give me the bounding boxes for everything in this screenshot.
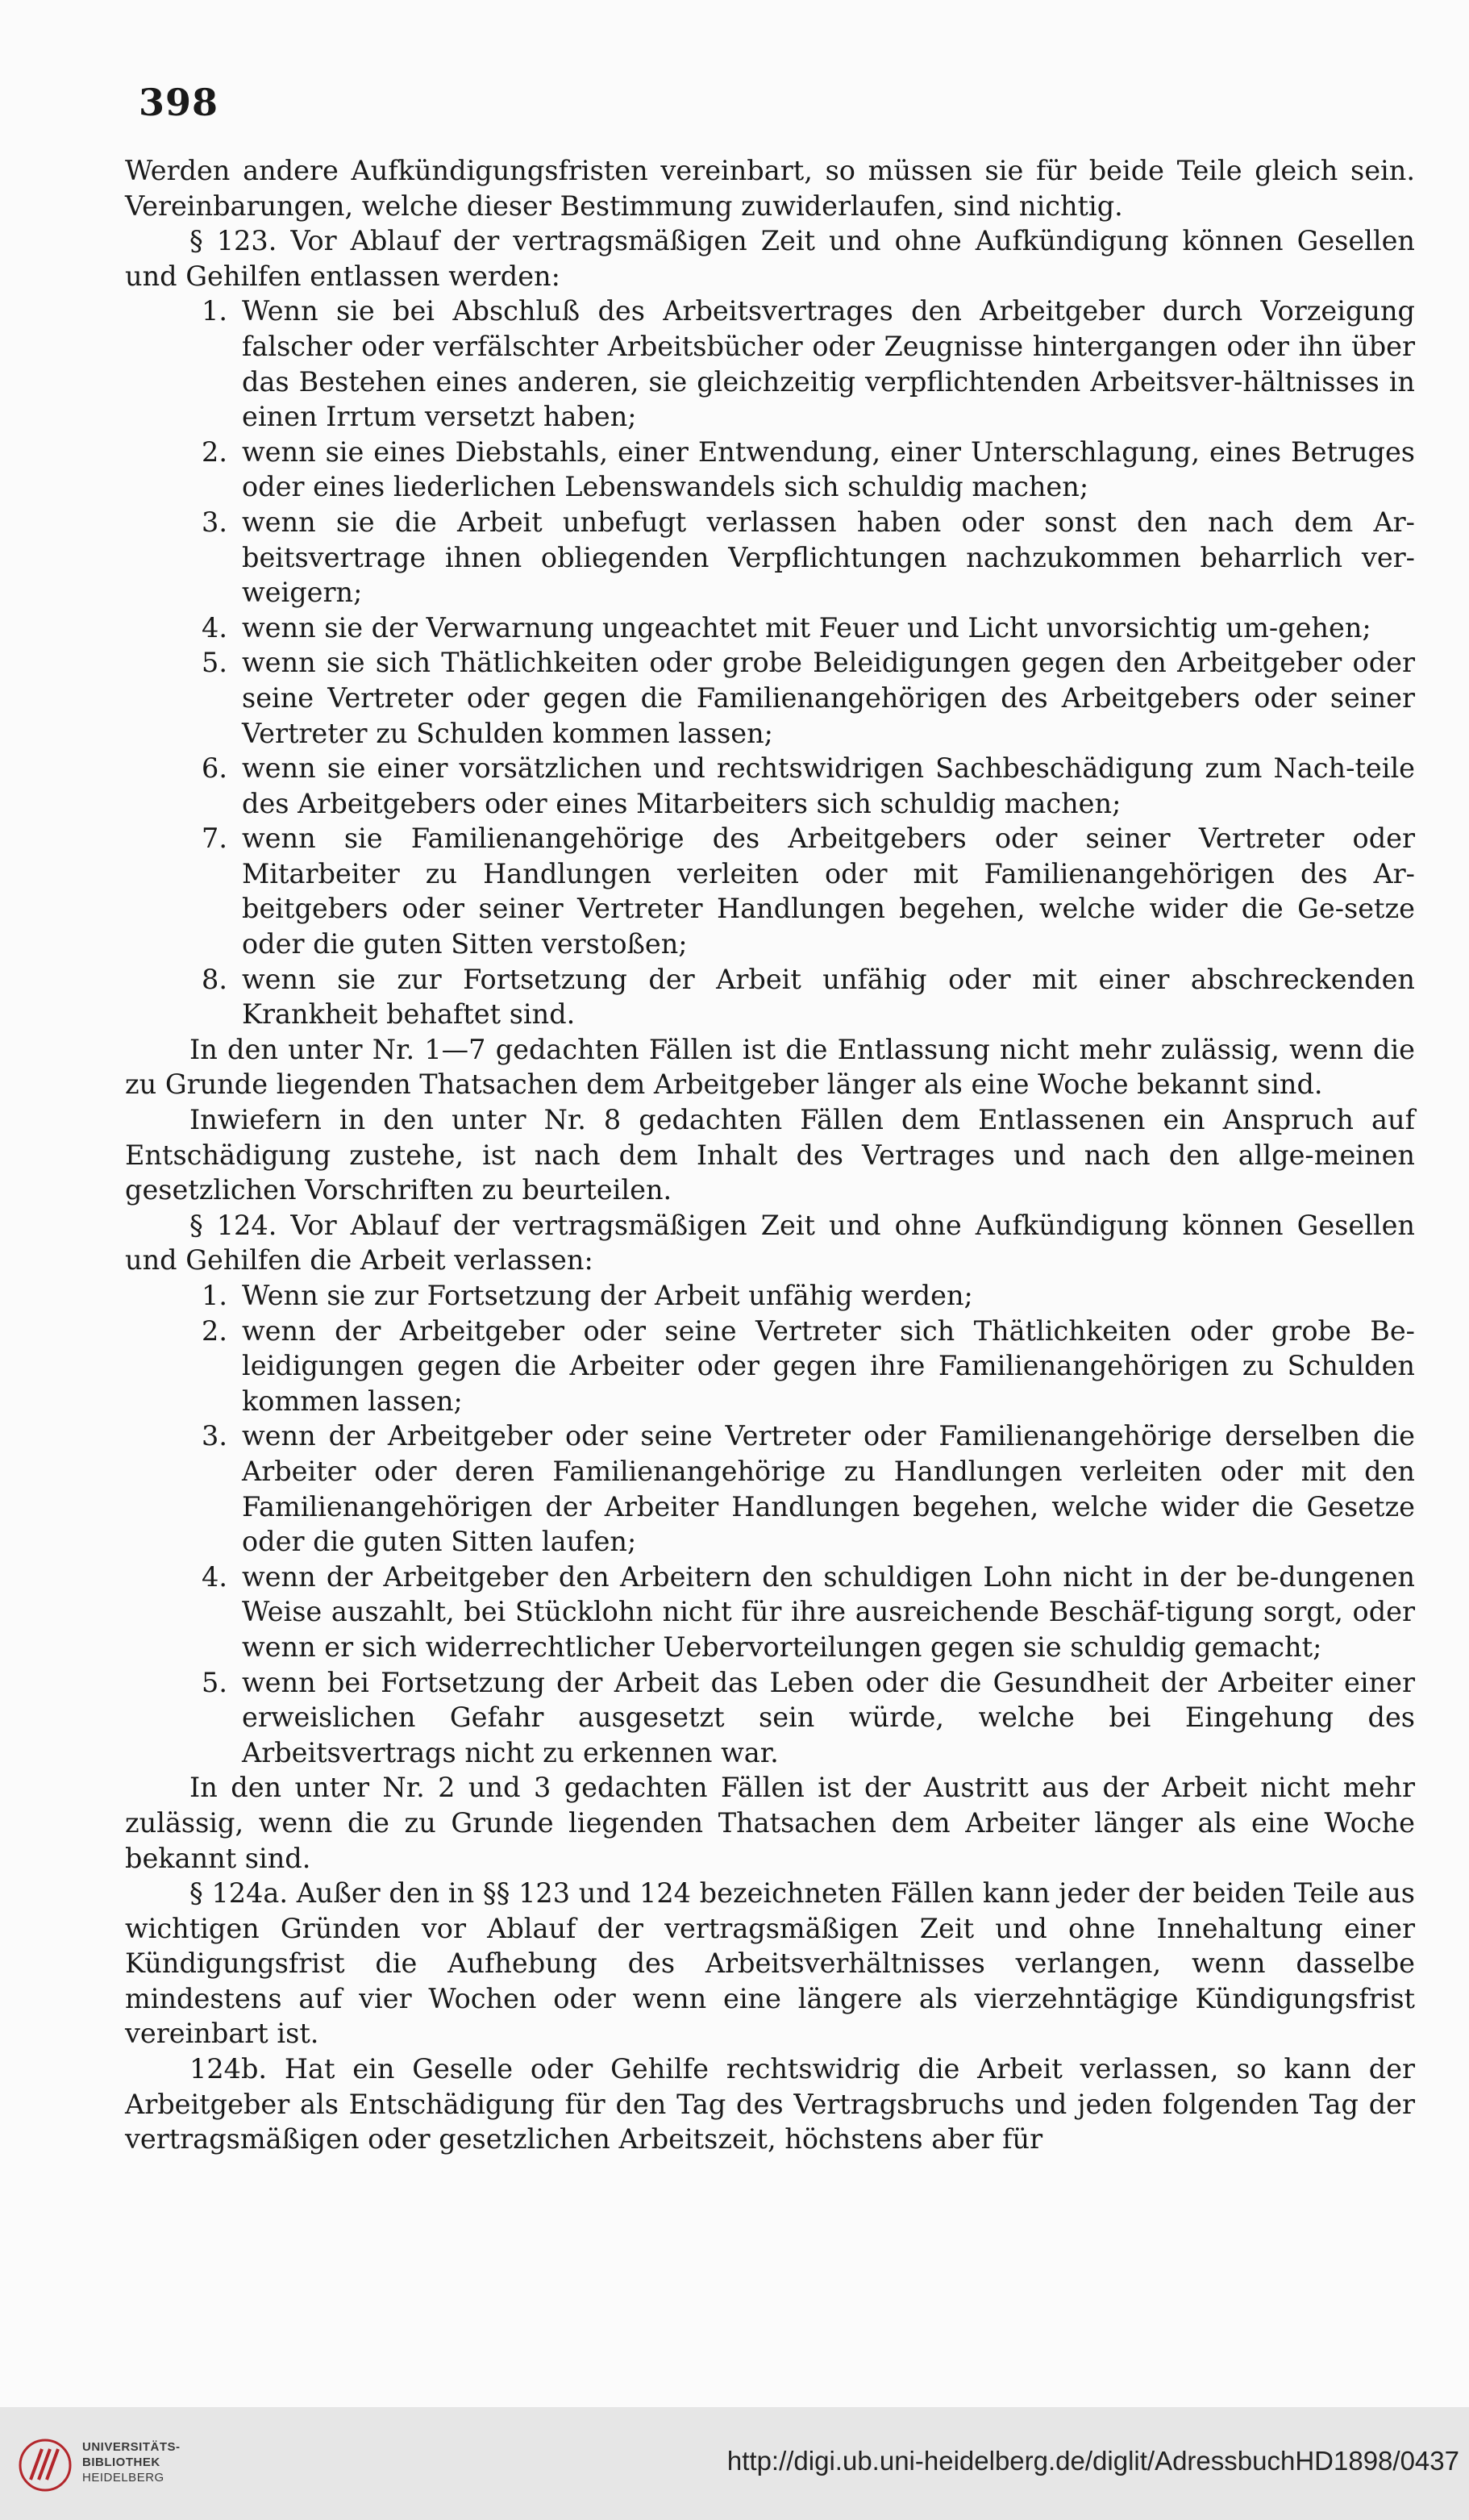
list-item-number: 3. [202, 1420, 227, 1452]
list-item [125, 1560, 1415, 1665]
list-item-text: wenn der Arbeitgeber oder seine Vertreter sich Thätlichkeiten oder grobe Be-leidigungen gegen die Arbeiter oder gegen ihre Familienangehörigen zu Schulden kommen lassen; [242, 1314, 1415, 1417]
list-item [125, 1665, 1415, 1771]
list-item-text: wenn sie Familienangehörige des Arbeitgebers oder seiner Vertreter oder Mitarbeiter zu Handlungen verleiten oder mit Familienangehörigen des Ar-beitgebers oder seiner Vertreter Handlungen begehen, welche wider die Ge-setze oder die guten Sitten verstoßen; [242, 823, 1415, 960]
list-item [125, 1418, 1415, 1559]
list-item [125, 435, 1415, 505]
paragraph: Inwiefern in den unter Nr. 8 gedachten Fällen dem Entlassenen ein Anspruch auf Entschädigung zustehe, ist nach dem Inhalt des Vertrages und nach den allge-meinen gesetzlichen Vorschriften zu beurteilen. [125, 1104, 1415, 1206]
source-url[interactable]: http://digi.ub.uni-heidelberg.de/diglit/AdressbuchHD1898/0437 [726, 2446, 1459, 2476]
logo-line: HEIDELBERG [82, 2471, 164, 2485]
library-logo-text [82, 2439, 243, 2485]
list-item-number: 8. [202, 963, 227, 995]
list-item-text: wenn der Arbeitgeber oder seine Vertreter oder Familienangehörige derselben die Arbeiter oder deren Familienangehörige zu Handlungen verleiten oder mit den Familienangehörigen der Arbeiter Handlungen begehen, welche wider die Gesetze oder die guten Sitten laufen; [242, 1420, 1415, 1558]
list-item-number: 6. [202, 752, 227, 785]
numbered-list [125, 294, 1415, 1031]
list-item [125, 505, 1415, 610]
list-item-number: 1. [202, 1280, 227, 1311]
list-item-number: 2. [202, 1314, 227, 1347]
list-item-text: wenn sie der Verwarnung ungeachtet mit Feuer und Licht unvorsichtig um-gehen; [242, 611, 1371, 644]
list-item [125, 1278, 1415, 1314]
list-item-number: 7. [202, 823, 227, 855]
paragraph: Werden andere Aufkündigungsfristen vereinbart, so müssen sie für beide Teile gleich sein. Vereinbarungen, welche dieser Bestimmung zuwiderlaufen, sind nichtig. [125, 155, 1415, 222]
list-item [125, 645, 1415, 751]
list-item-number: 1. [202, 295, 227, 327]
footer-bar [0, 2407, 1469, 2520]
paragraph: § 124. Vor Ablauf der vertragsmäßigen Zeit und ohne Aufkündigung können Gesellen und Gehilfen die Arbeit verlassen: [125, 1209, 1415, 1277]
list-item [125, 821, 1415, 961]
list-item-text: wenn sie die Arbeit unbefugt verlassen haben oder sonst den nach dem Ar-beitsvertrage ihnen obliegenden Verpflichtungen nachzukommen beharrlich ver-weigern; [242, 506, 1415, 609]
list-item-text: wenn sie eines Diebstahls, einer Entwendung, einer Unterschlagung, eines Betruges oder eines liederlichen Lebenswandels sich schuldig machen; [242, 435, 1415, 503]
paragraph: § 124a. Außer den in §§ 123 und 124 bezeichneten Fällen kann jeder der beiden Teile aus wichtigen Gründen vor Ablauf der vertragsmäßigen Zeit und ohne Innehaltung einer Kündigungsfrist die Aufhebung des Arbeitsverhältnisses verlangen, wenn dasselbe mindestens auf vier Wochen oder wenn eine längere als vierzehntägige Kündigungsfrist vereinbart ist. [125, 1877, 1415, 2050]
university-seal-icon [18, 2438, 73, 2493]
page-number: 398 [139, 81, 219, 124]
list-item-text: wenn sie sich Thätlichkeiten oder grobe Beleidigungen gegen den Arbeitgeber oder seine Vertreter oder gegen die Familienangehörigen des Arbeitgebers oder seiner Vertreter zu Schulden kommen lassen; [242, 647, 1415, 749]
paragraph: § 123. Vor Ablauf der vertragsmäßigen Zeit und ohne Aufkündigung können Gesellen und Gehilfen entlassen werden: [125, 225, 1415, 292]
list-item-number: 2. [202, 435, 227, 468]
list-item-text: wenn sie einer vorsätzlichen und rechtswidrigen Sachbeschädigung zum Nach-teile des Arbeitgebers oder eines Mitarbeiters sich schuldig machen; [242, 752, 1415, 819]
list-item-number: 5. [202, 1666, 227, 1698]
paragraph: In den unter Nr. 2 und 3 gedachten Fällen ist der Austritt aus der Arbeit nicht mehr zulässig, wenn die zu Grunde liegenden Thatsachen dem Arbeiter länger als eine Woche bekannt sind. [125, 1772, 1415, 1874]
list-item-text: wenn sie zur Fortsetzung der Arbeit unfähig oder mit einer abschreckenden Krankheit behaftet sind. [242, 963, 1415, 1031]
list-item [125, 294, 1415, 434]
list-item-number: 5. [202, 647, 227, 679]
list-item-text: Wenn sie bei Abschluß des Arbeitsvertrages den Arbeitgeber durch Vorzeigung falscher oder verfälschter Arbeitsbücher oder Zeugnisse hintergangen oder ihn über das Bestehen eines anderen, sie gleichzeitig verpflichtenden Arbeitsver-hältnisses in einen Irrtum versetzt haben; [242, 295, 1415, 433]
list-item-text: Wenn sie zur Fortsetzung der Arbeit unfähig werden; [242, 1280, 973, 1311]
list-item-number: 4. [202, 611, 227, 644]
list-item-number: 3. [202, 506, 227, 538]
list-item-number: 4. [202, 1560, 227, 1593]
list-item [125, 751, 1415, 821]
logo-line: BIBLIOTHEK [82, 2455, 160, 2469]
list-item [125, 1314, 1415, 1419]
list-item-text: wenn bei Fortsetzung der Arbeit das Leben oder die Gesundheit der Arbeiter einer erweislichen Gefahr ausgesetzt sein würde, welche bei Eingehung des Arbeitsvertrags nicht zu erkennen war. [242, 1666, 1415, 1768]
body-text [125, 153, 1415, 2157]
logo-line: UNIVERSITÄTS- [82, 2440, 181, 2454]
numbered-list [125, 1278, 1415, 1770]
paragraph: In den unter Nr. 1—7 gedachten Fällen ist die Entlassung nicht mehr zulässig, wenn die zu Grunde liegenden Thatsachen dem Arbeitgeber länger als eine Woche bekannt sind. [125, 1033, 1415, 1101]
paragraph: 124b. Hat ein Geselle oder Gehilfe rechtswidrig die Arbeit verlassen, so kann der Arbeitgeber als Entschädigung für den Tag des Vertragsbruchs und jeden folgenden Tag der vertragsmäßigen oder gesetzlichen Arbeitszeit, höchstens aber für [125, 2053, 1415, 2156]
list-item [125, 962, 1415, 1032]
list-item [125, 610, 1415, 646]
list-item-text: wenn der Arbeitgeber den Arbeitern den schuldigen Lohn nicht in der be-dungenen Weise auszahlt, bei Stücklohn nicht für ihre ausreichende Beschäf-tigung sorgt, oder wenn er sich widerrechtlicher Uebervorteilungen gegen sie schuldig gemacht; [242, 1560, 1415, 1663]
